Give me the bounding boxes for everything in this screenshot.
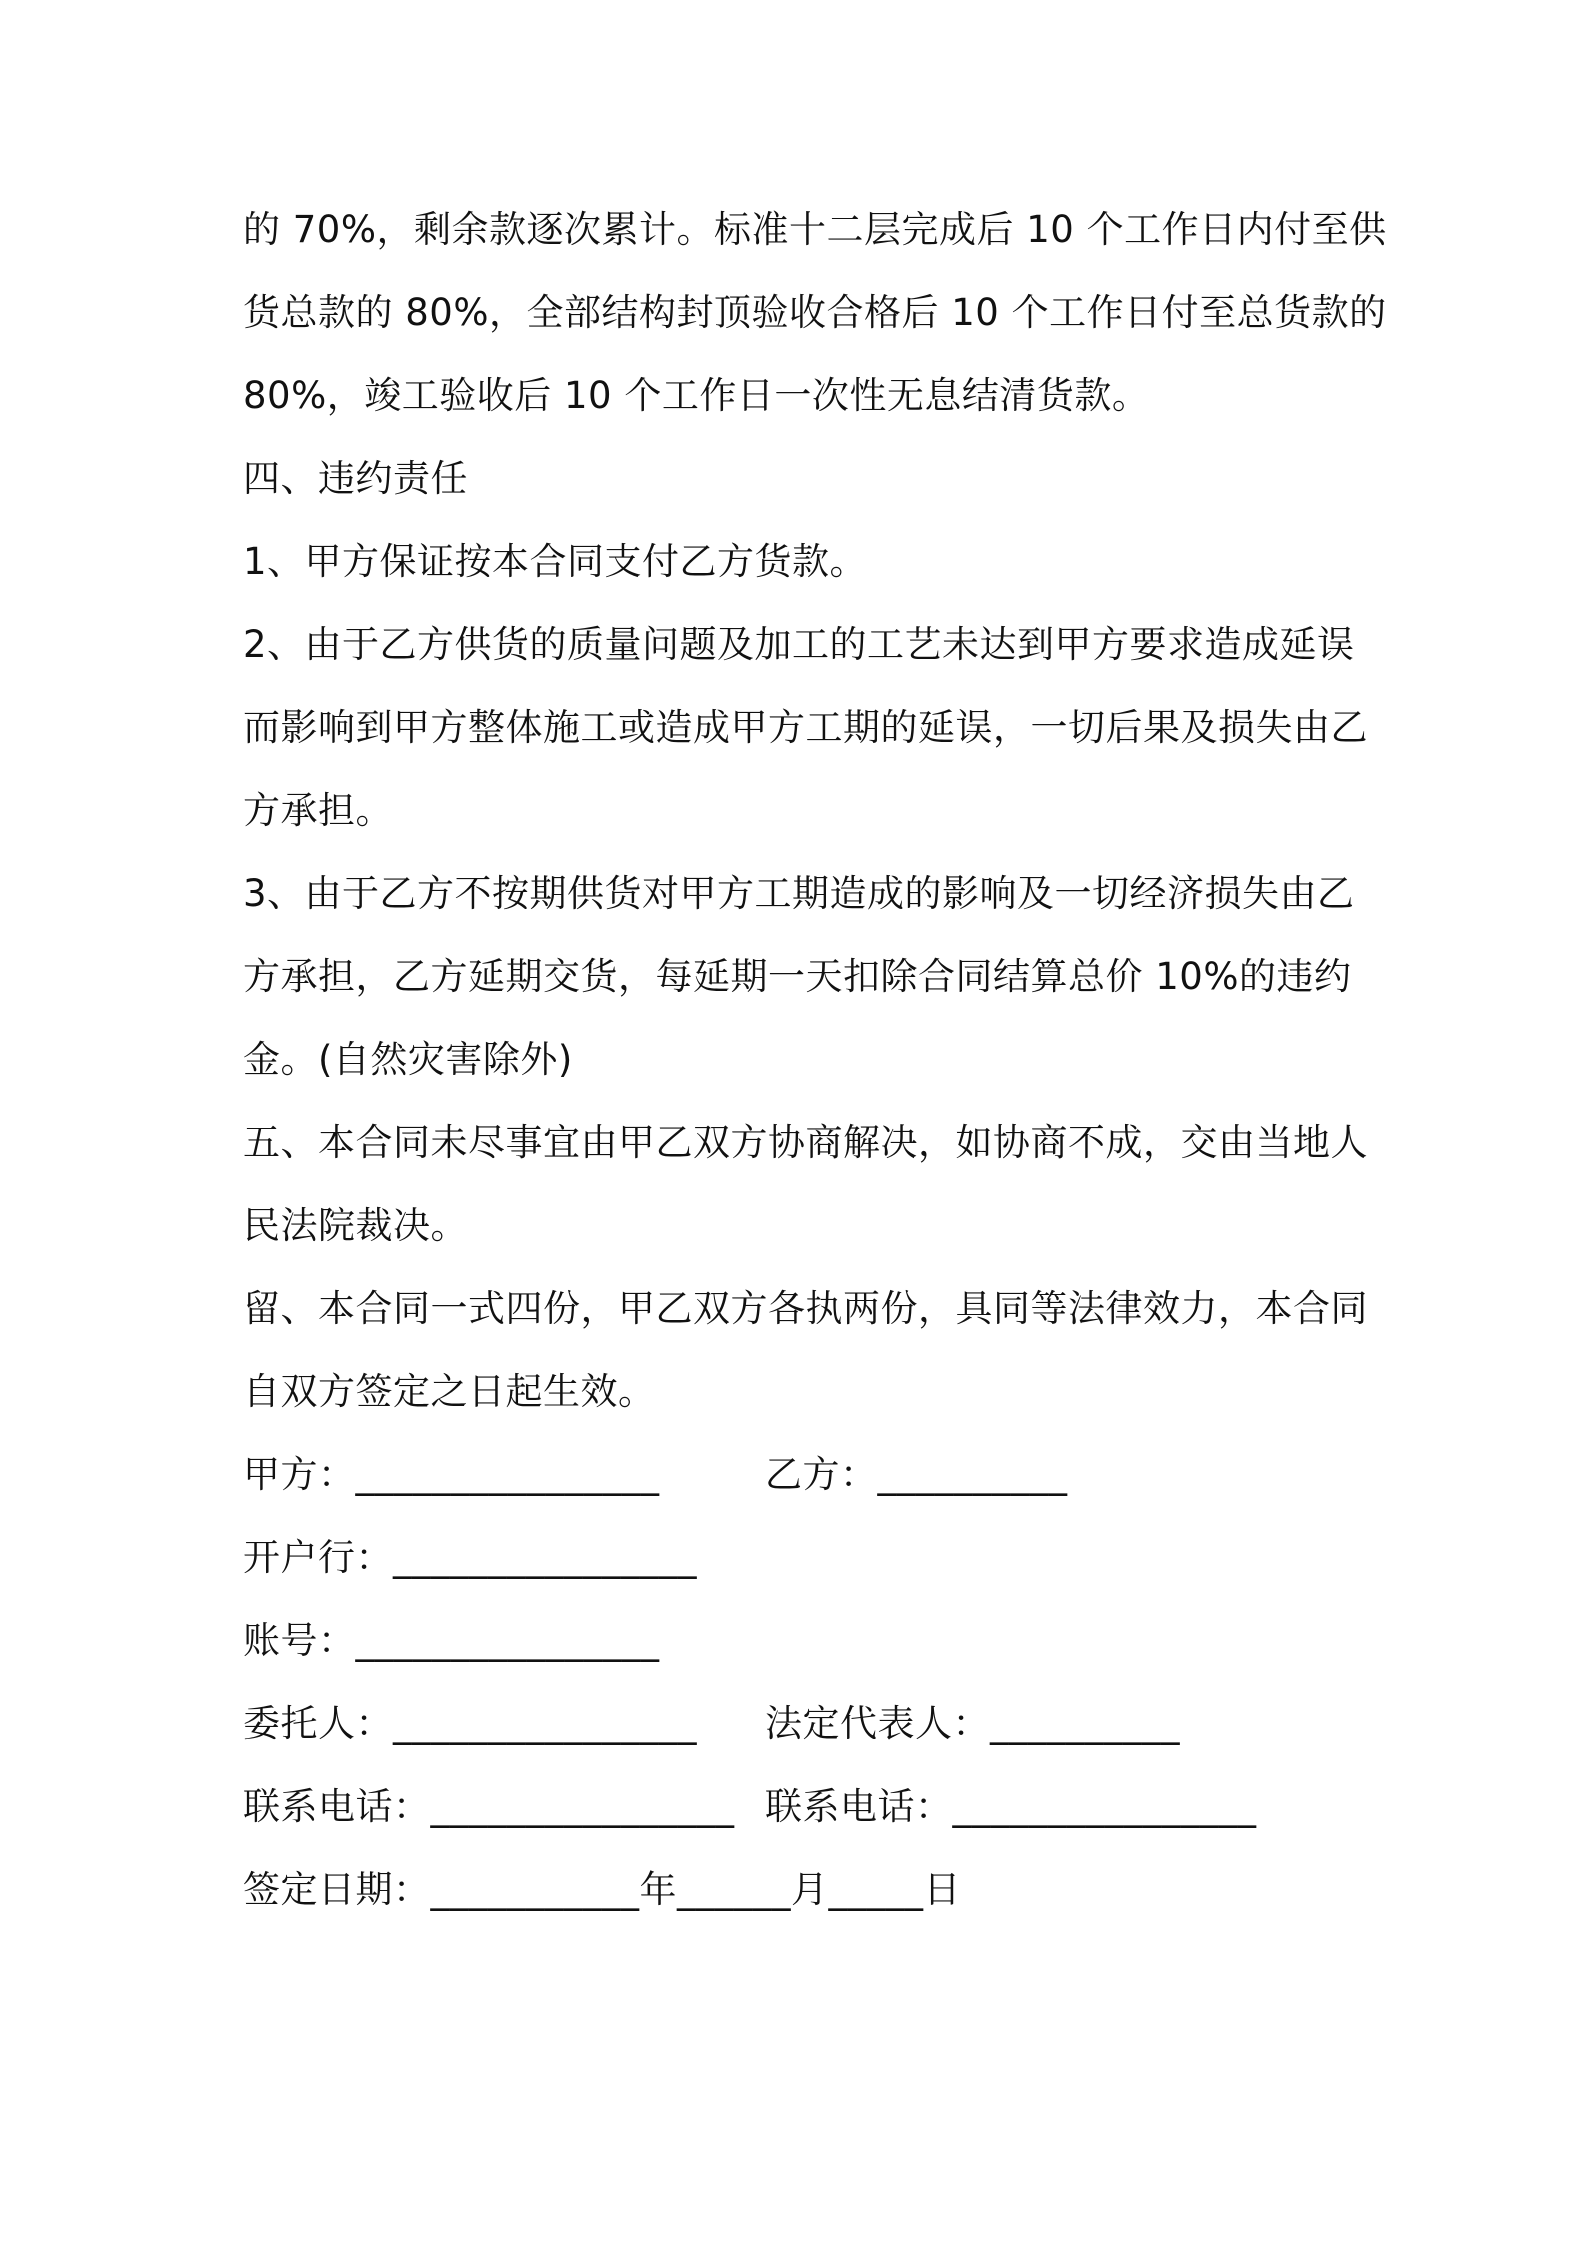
section-5-line-2: 民法院裁决。 — [243, 1204, 468, 1247]
phone-a-field: 联系电话：________________ — [243, 1785, 735, 1828]
section-heading-breach: 四、违约责任 — [243, 457, 468, 500]
section-6-line-2: 自双方签定之日起生效。 — [243, 1370, 656, 1413]
party-a-field: 甲方：________________ — [243, 1453, 660, 1496]
section-5-line-1: 五、本合同未尽事宜由甲乙双方协商解决，如协商不成，交由当地人 — [243, 1121, 1368, 1164]
signing-date-field: 签定日期：___________年______月_____日 — [243, 1868, 961, 1911]
clause-2-line-3: 方承担。 — [243, 789, 393, 832]
clause-1: 1、甲方保证按本合同支付乙方货款。 — [243, 540, 868, 583]
agent-field: 委托人：________________ — [243, 1702, 697, 1745]
clause-3-line-1: 3、由于乙方不按期供货对甲方工期造成的影响及一切经济损失由乙 — [243, 872, 1355, 915]
legal-rep-field: 法定代表人：__________ — [765, 1702, 1180, 1745]
body-line-1: 的 70%，剩余款逐次累计。标准十二层完成后 10 个工作日内付至供 — [243, 208, 1387, 251]
clause-3-line-2: 方承担，乙方延期交货，每延期一天扣除合同结算总价 10%的违约 — [243, 955, 1352, 998]
clause-2-line-1: 2、由于乙方供货的质量问题及加工的工艺未达到甲方要求造成延误 — [243, 623, 1355, 666]
phone-b-field: 联系电话：________________ — [765, 1785, 1257, 1828]
account-field: 账号：________________ — [243, 1619, 660, 1662]
clause-2-line-2: 而影响到甲方整体施工或造成甲方工期的延误，一切后果及损失由乙 — [243, 706, 1368, 749]
clause-3-line-3: 金。(自然灾害除外) — [243, 1038, 573, 1081]
body-line-3: 80%，竣工验收后 10 个工作日一次性无息结清货款。 — [243, 374, 1150, 417]
party-b-field: 乙方：__________ — [765, 1453, 1068, 1496]
section-6-line-1: 留、本合同一式四份，甲乙双方各执两份，具同等法律效力，本合同 — [243, 1287, 1368, 1330]
bank-field: 开户行：________________ — [243, 1536, 697, 1579]
body-line-2: 货总款的 80%，全部结构封顶验收合格后 10 个工作日付至总货款的 — [243, 291, 1387, 334]
